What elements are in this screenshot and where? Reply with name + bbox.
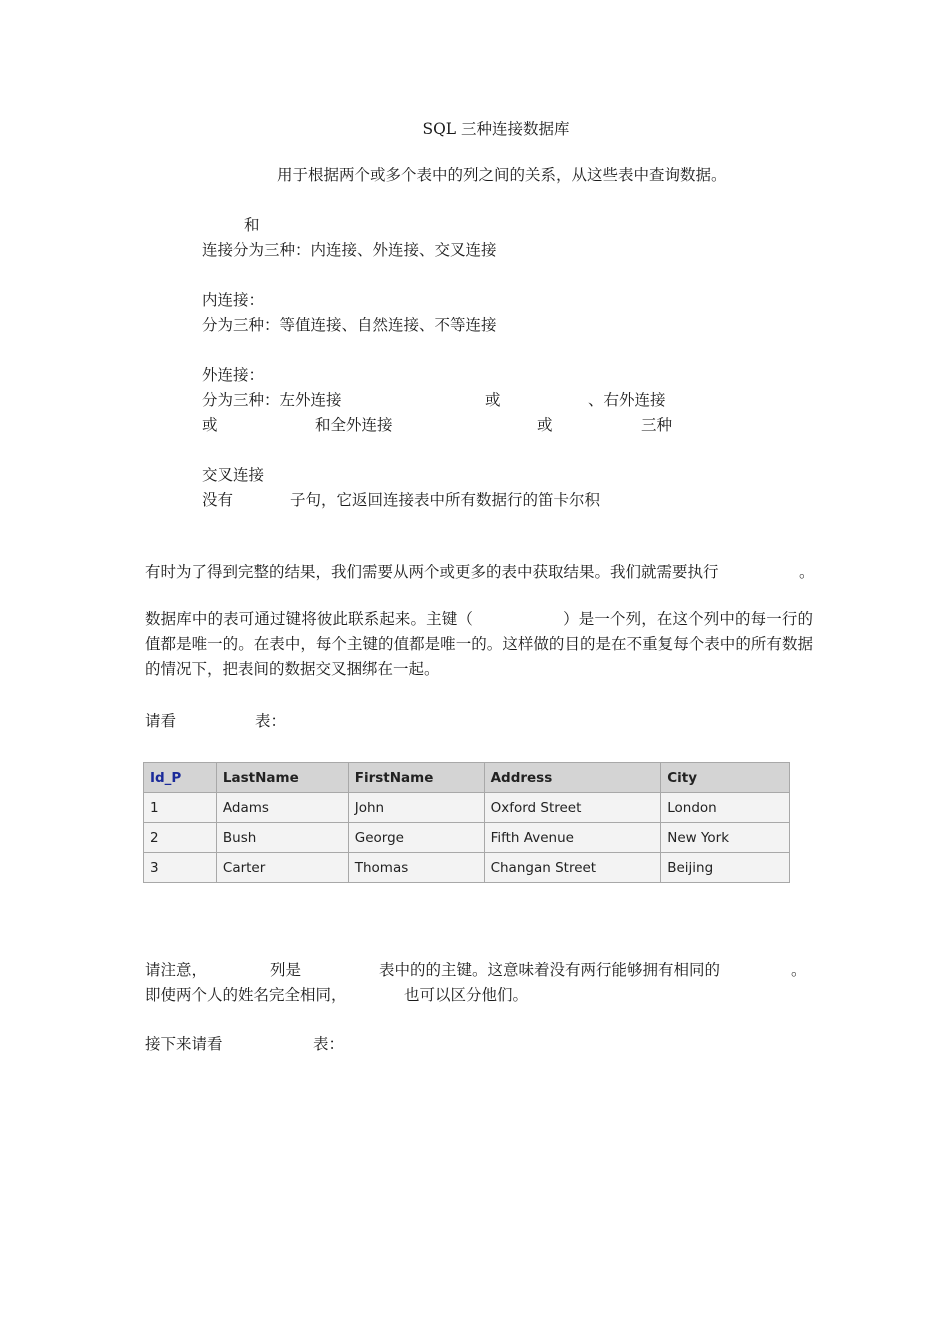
note-column-is: 列是 [270, 961, 302, 979]
next-table-suffix: 表： [313, 1035, 345, 1053]
outer-join-full: 和全外连接 [315, 416, 393, 434]
cell-id: 2 [144, 823, 217, 853]
outer-join-three: 三种 [641, 416, 673, 434]
paragraph-2-start: 数据库中的表可通过键将彼此联系起来。主键（ [145, 610, 474, 628]
cell-id: 1 [144, 793, 217, 823]
cross-join-desc: 子句，它返回连接表中所有数据行的笛卡尔积 [290, 491, 601, 509]
cell-address: Changan Street [484, 853, 661, 883]
next-table-label: 接下来请看 [145, 1035, 223, 1053]
table-header-row [144, 763, 790, 793]
see-table-label: 请看 [145, 712, 177, 730]
persons-table [143, 762, 790, 883]
cell-address: Fifth Avenue [484, 823, 661, 853]
intro-text: 用于根据两个或多个表中的列之间的关系，从这些表中查询数据。 [277, 166, 727, 184]
outer-join-heading: 外连接： [202, 366, 265, 384]
paragraph-2-rest: ）是一个列，在这个列中的每一行的值都是唯一的。在表中，每个主键的值都是唯一的。这样做的目的是在不重复每个表中的所有数据的情况下，把表间的数据交叉捆绑在一起。 [145, 610, 813, 678]
note-line2-start: 即使两个人的姓名完全相同， [145, 986, 347, 1004]
cell-firstname: Thomas [348, 853, 484, 883]
header-address: Address [484, 763, 661, 793]
table-row [144, 793, 790, 823]
note-primary-key: 表中的的主键。这意味着没有两行能够拥有相同的 [379, 961, 721, 979]
note-end: 。 [791, 961, 807, 979]
paragraph-1-end: 。 [799, 563, 815, 581]
cell-id: 3 [144, 853, 217, 883]
paragraph-1: 有时为了得到完整的结果，我们需要从两个或更多的表中获取结果。我们就需要执行 [145, 563, 719, 581]
join-types-summary: 连接分为三种：内连接、外连接、交叉连接 [202, 241, 497, 259]
cell-city: London [661, 793, 790, 823]
cell-lastname: Bush [216, 823, 348, 853]
cell-firstname: George [348, 823, 484, 853]
join-and-word: 和 [244, 216, 260, 234]
cell-lastname: Carter [216, 853, 348, 883]
header-firstname: FirstName [348, 763, 484, 793]
cross-join-no: 没有 [202, 491, 234, 509]
document-title: SQL 三种连接数据库 [422, 120, 570, 138]
cross-join-heading: 交叉连接 [202, 466, 265, 484]
cell-city: New York [661, 823, 790, 853]
table-row [144, 853, 790, 883]
cell-firstname: John [348, 793, 484, 823]
outer-join-left: 分为三种：左外连接 [202, 391, 342, 409]
inner-join-heading: 内连接： [202, 291, 265, 309]
outer-join-or-2: 或 [202, 416, 218, 434]
header-lastname: LastName [216, 763, 348, 793]
outer-join-right: 、右外连接 [588, 391, 666, 409]
note-line2-end: 也可以区分他们。 [404, 986, 529, 1004]
see-table-suffix: 表： [255, 712, 287, 730]
note-start: 请注意， [145, 961, 208, 979]
table-row [144, 823, 790, 853]
cell-address: Oxford Street [484, 793, 661, 823]
paragraph-2 [145, 607, 813, 682]
cell-city: Beijing [661, 853, 790, 883]
outer-join-or-3: 或 [537, 416, 553, 434]
inner-join-desc: 分为三种：等值连接、自然连接、不等连接 [202, 316, 497, 334]
header-city: City [661, 763, 790, 793]
header-id-p: Id_P [144, 763, 217, 793]
outer-join-or-1: 或 [485, 391, 501, 409]
cell-lastname: Adams [216, 793, 348, 823]
